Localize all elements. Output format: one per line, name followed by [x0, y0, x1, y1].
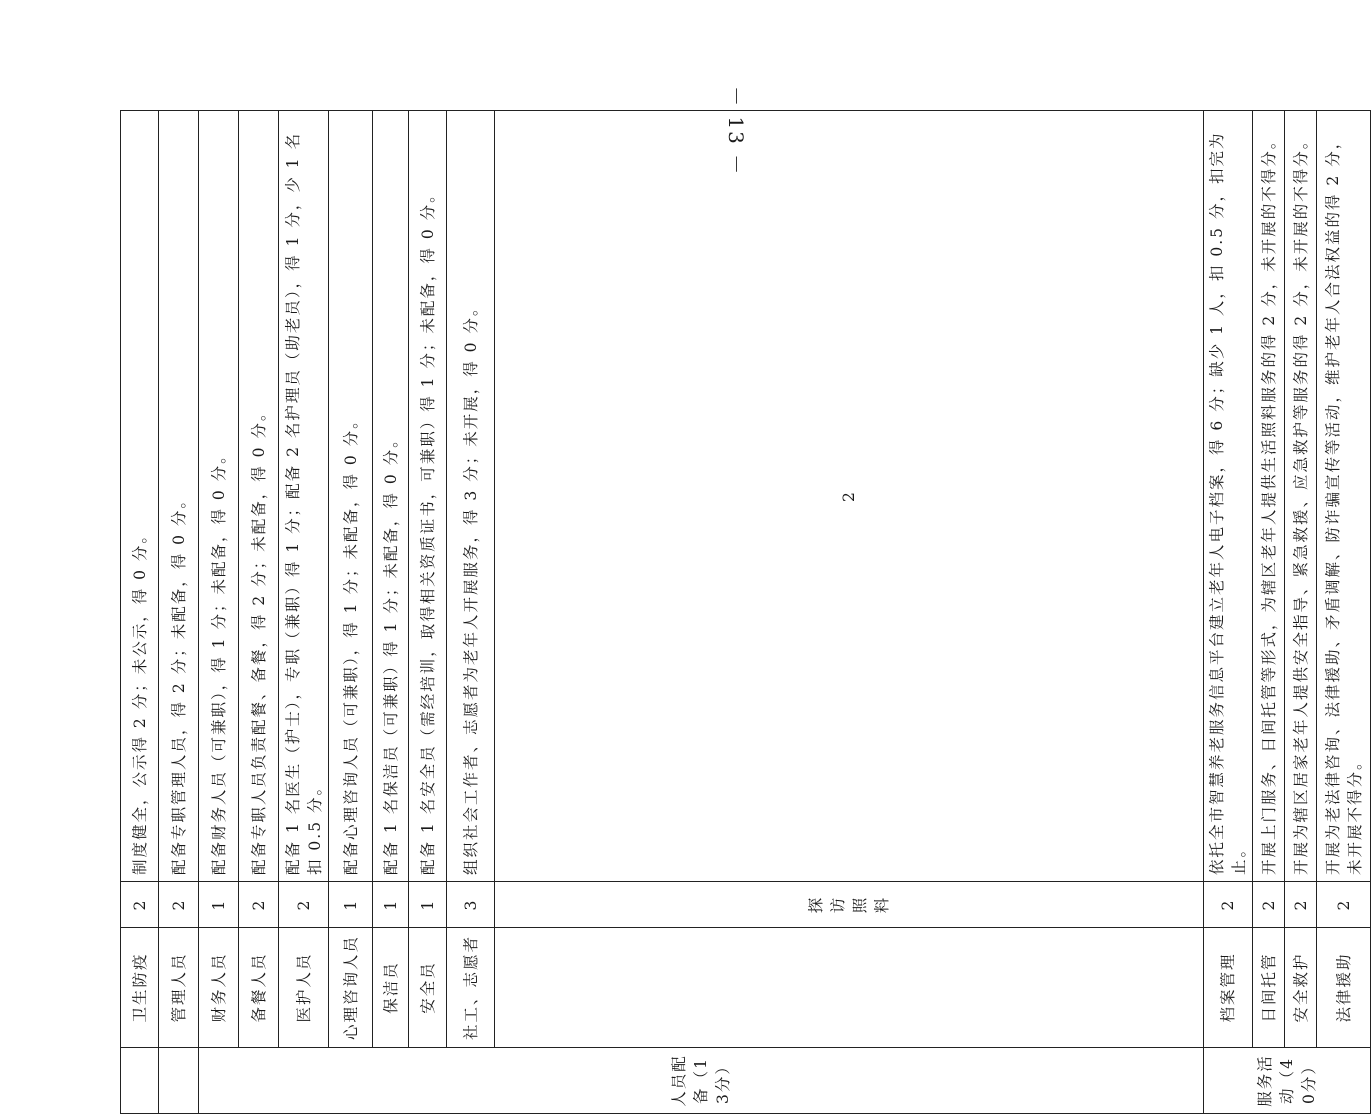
score-cell: 2: [1204, 882, 1253, 928]
table-row: [159, 111, 199, 1114]
desc-cell: 配备 1 名保洁员（可兼职）得 1 分；未配备，得 0 分。: [373, 111, 409, 882]
table-row: [447, 111, 495, 1114]
desc-cell: 开展为老法律咨询、法律援助、矛盾调解、防诈骗宣传等活动，维护老年人合法权益的得 2 分，未开展不得分。: [1317, 111, 1371, 882]
table-row: [1204, 111, 1253, 1114]
score-cell: 2: [121, 882, 159, 928]
table-row: [409, 111, 447, 1114]
score-cell: 2: [1285, 882, 1317, 928]
table-row: [279, 111, 329, 1114]
table-row: [199, 111, 239, 1114]
score-cell: 2: [239, 882, 279, 928]
item-cell: 安全救护: [1285, 928, 1317, 1048]
item-cell: 社工、志愿者: [447, 928, 495, 1048]
table-row: [495, 111, 1204, 1114]
score-cell: 1: [329, 882, 373, 928]
desc-cell: 配备 1 名医生（护士），专职（兼职）得 1 分；配备 2 名护理员（助老员），得 1 分，少 1 名扣 0.5 分。: [279, 111, 329, 882]
item-cell: 备餐人员: [239, 928, 279, 1048]
desc-cell: 制度健全，公示得 2 分；未公示，得 0 分。: [121, 111, 159, 882]
desc-cell: 配备专职管理人员，得 2 分；未配备，得 0 分。: [159, 111, 199, 882]
scoring-table: [120, 110, 1371, 1114]
desc-cell: 配备财务人员（可兼职），得 1 分；未配备，得 0 分。: [199, 111, 239, 882]
score-cell: 3: [447, 882, 495, 928]
item-cell: 法律援助: [1317, 928, 1371, 1048]
desc-cell: 配备专职人员负责配餐、备餐，得 2 分；未配备，得 0 分。: [239, 111, 279, 882]
desc-cell: 配备心理咨询人员（可兼职），得 1 分；未配备，得 0 分。: [329, 111, 373, 882]
score-cell: 1: [373, 882, 409, 928]
score-cell: 1: [199, 882, 239, 928]
item-cell: 医护人员: [279, 928, 329, 1048]
category-cell-empty: [159, 1048, 199, 1114]
item-cell: 保洁员: [373, 928, 409, 1048]
table-row: [373, 111, 409, 1114]
score-cell: 2: [1317, 882, 1371, 928]
desc-cell: 开展为辖区居家老年人提供安全指导、紧急救援、应急救护等服务的得 2 分，未开展的不得分。: [1285, 111, 1317, 882]
desc-cell: 配备 1 名安全员（需经培训，取得相关资质证书，可兼职）得 1 分；未配备，得 0 分。: [409, 111, 447, 882]
desc-cell: 依托全市智慧养老服务信息平台建立老年人电子档案，得 6 分；缺少 1 人，扣 0.5 分，扣完为止。: [1204, 111, 1253, 882]
item-cell: 日间托管: [1253, 928, 1285, 1048]
table-row: [239, 111, 279, 1114]
item-cell: 心理咨询人员: [329, 928, 373, 1048]
page-number: － 13 －: [724, 86, 748, 177]
category-cell-empty: [495, 928, 1204, 1048]
score-cell: 2: [279, 882, 329, 928]
category-cell-empty: [121, 1048, 159, 1114]
item-cell: 档案管理: [1204, 928, 1253, 1048]
category-cell-staffing: 人员配备（13分）: [199, 1048, 1204, 1114]
table-row: [1285, 111, 1317, 1114]
score-cell: 2: [495, 111, 1204, 882]
rotated-table-container: [120, 111, 1364, 1114]
table-row: [1253, 111, 1285, 1114]
score-cell: 2: [159, 882, 199, 928]
item-cell: 财务人员: [199, 928, 239, 1048]
desc-cell: 开展上门服务、日间托管等形式，为辖区老年人提供生活照料服务的得 2 分，未开展的不得分。: [1253, 111, 1285, 882]
category-cell-service: 服务活动（40分）: [1204, 1048, 1371, 1114]
score-cell: 1: [409, 882, 447, 928]
item-cell: 安全员: [409, 928, 447, 1048]
desc-cell: 组织社会工作者、志愿者为老年人开展服务，得 3 分；未开展，得 0 分。: [447, 111, 495, 882]
table-row: [1317, 111, 1371, 1114]
item-cell: 卫生防疫: [121, 928, 159, 1048]
table-row: [121, 111, 159, 1114]
score-cell: 2: [1253, 882, 1285, 928]
item-cell: 管理人员: [159, 928, 199, 1048]
item-cell: 探访照料: [495, 882, 1204, 928]
table-row: [329, 111, 373, 1114]
